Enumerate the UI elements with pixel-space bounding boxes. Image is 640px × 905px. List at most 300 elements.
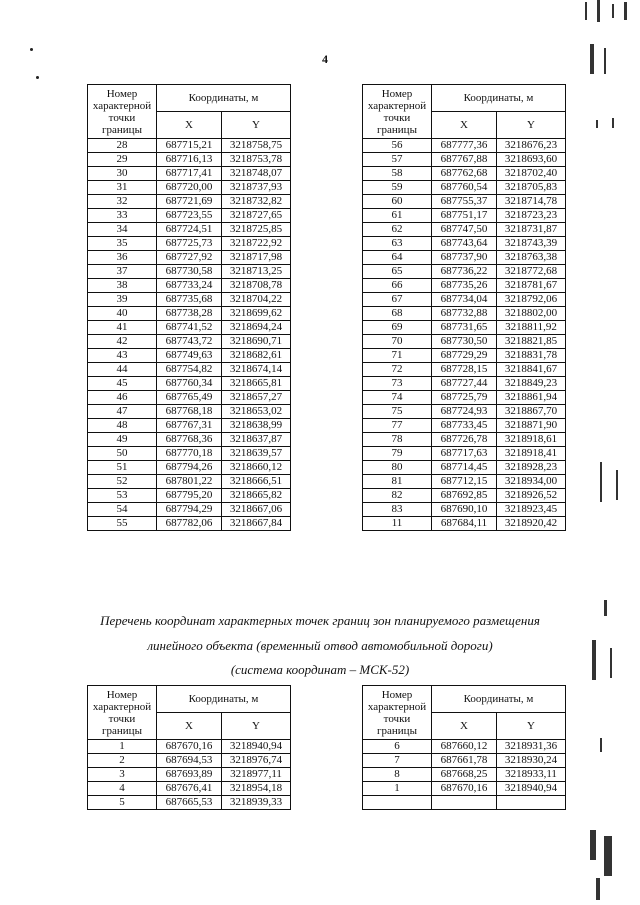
table-row xyxy=(88,167,291,181)
point-number-cell: 45 xyxy=(88,377,157,391)
y-coordinate-cell: 3218920,42 xyxy=(497,517,566,531)
x-coordinate-cell: 687795,20 xyxy=(157,489,222,503)
point-number-cell: 34 xyxy=(88,223,157,237)
scan-dot xyxy=(30,48,33,51)
table-row xyxy=(363,740,566,754)
table-row xyxy=(88,181,291,195)
y-coordinate-cell: 3218977,11 xyxy=(222,768,291,782)
point-number-cell: 57 xyxy=(363,153,432,167)
table-row xyxy=(363,335,566,349)
point-number-cell: 74 xyxy=(363,391,432,405)
y-coordinate-cell: 3218918,61 xyxy=(497,433,566,447)
point-number-cell: 30 xyxy=(88,167,157,181)
table-row xyxy=(88,489,291,503)
point-number-cell: 64 xyxy=(363,251,432,265)
y-coordinate-cell: 3218702,40 xyxy=(497,167,566,181)
y-coordinate-cell: 3218708,78 xyxy=(222,279,291,293)
point-number-cell: 7 xyxy=(363,754,432,768)
header-coords: Координаты, м xyxy=(157,686,291,713)
table-row xyxy=(88,740,291,754)
y-coordinate-cell: 3218772,68 xyxy=(497,265,566,279)
y-coordinate-cell: 3218871,90 xyxy=(497,419,566,433)
table-row xyxy=(88,307,291,321)
coords-table-2 xyxy=(362,84,566,531)
header-point: Номер характерной точки границы xyxy=(363,85,432,139)
table-row xyxy=(88,405,291,419)
table-row xyxy=(363,754,566,768)
y-coordinate-cell: 3218699,62 xyxy=(222,307,291,321)
header-coords: Координаты, м xyxy=(432,686,566,713)
scan-artifact xyxy=(585,2,587,20)
scan-artifact xyxy=(610,648,612,678)
table-row xyxy=(88,391,291,405)
scan-artifact xyxy=(600,738,602,752)
y-coordinate-cell: 3218926,52 xyxy=(497,489,566,503)
point-number-cell: 1 xyxy=(88,740,157,754)
table-row xyxy=(363,307,566,321)
y-coordinate-cell: 3218954,18 xyxy=(222,782,291,796)
y-coordinate-cell: 3218732,82 xyxy=(222,195,291,209)
header-coords: Координаты, м xyxy=(157,85,291,112)
point-number-cell: 82 xyxy=(363,489,432,503)
x-coordinate-cell: 687676,41 xyxy=(157,782,222,796)
y-coordinate-cell: 3218930,24 xyxy=(497,754,566,768)
table-row xyxy=(88,251,291,265)
point-number-cell: 32 xyxy=(88,195,157,209)
table-row xyxy=(363,391,566,405)
y-coordinate-cell: 3218727,65 xyxy=(222,209,291,223)
scan-artifact xyxy=(624,2,627,20)
header-point: Номер характерной точки границы xyxy=(88,85,157,139)
point-number-cell: 65 xyxy=(363,265,432,279)
x-coordinate-cell: 687725,73 xyxy=(157,237,222,251)
point-number-cell: 61 xyxy=(363,209,432,223)
point-number-cell: 66 xyxy=(363,279,432,293)
x-coordinate-cell: 687743,64 xyxy=(432,237,497,251)
point-number-cell: 62 xyxy=(363,223,432,237)
table-row xyxy=(88,503,291,517)
scan-artifact xyxy=(597,0,600,22)
scan-artifact xyxy=(600,462,602,502)
x-coordinate-cell: 687777,36 xyxy=(432,139,497,153)
y-coordinate-cell: 3218939,33 xyxy=(222,796,291,810)
header-y: Y xyxy=(497,112,566,139)
y-coordinate-cell: 3218867,70 xyxy=(497,405,566,419)
table-2-body xyxy=(363,139,566,531)
table-row xyxy=(88,195,291,209)
point-number-cell: 83 xyxy=(363,503,432,517)
scan-artifact xyxy=(604,48,606,74)
x-coordinate-cell: 687747,50 xyxy=(432,223,497,237)
table-row xyxy=(88,349,291,363)
scan-artifact xyxy=(596,120,598,128)
point-number-cell: 79 xyxy=(363,447,432,461)
y-coordinate-cell: 3218666,51 xyxy=(222,475,291,489)
x-coordinate-cell: 687737,90 xyxy=(432,251,497,265)
y-coordinate-cell: 3218753,78 xyxy=(222,153,291,167)
x-coordinate-cell: 687731,65 xyxy=(432,321,497,335)
coords-table-3 xyxy=(87,685,291,810)
table-row xyxy=(363,447,566,461)
point-number-cell: 1 xyxy=(363,782,432,796)
point-number-cell: 75 xyxy=(363,405,432,419)
point-number-cell: 69 xyxy=(363,321,432,335)
y-coordinate-cell: 3218660,12 xyxy=(222,461,291,475)
header-point: Номер характерной точки границы xyxy=(88,686,157,740)
point-number-cell: 5 xyxy=(88,796,157,810)
scan-artifact xyxy=(596,878,600,900)
table-row xyxy=(363,321,566,335)
x-coordinate-cell: 687723,55 xyxy=(157,209,222,223)
y-coordinate-cell: 3218694,24 xyxy=(222,321,291,335)
point-number-cell: 68 xyxy=(363,307,432,321)
header-x: X xyxy=(157,112,222,139)
header-x: X xyxy=(157,713,222,740)
y-coordinate-cell: 3218725,85 xyxy=(222,223,291,237)
heading-line-1: Перечень координат характерных точек границ зон планируемого размещения xyxy=(100,613,540,628)
x-coordinate-cell: 687732,88 xyxy=(432,307,497,321)
x-coordinate-cell: 687727,44 xyxy=(432,377,497,391)
y-coordinate-cell: 3218667,84 xyxy=(222,517,291,531)
table-row xyxy=(88,768,291,782)
scan-artifact xyxy=(604,600,607,616)
point-number-cell: 4 xyxy=(88,782,157,796)
point-number-cell: 70 xyxy=(363,335,432,349)
scan-artifact xyxy=(590,44,594,74)
y-coordinate-cell: 3218841,67 xyxy=(497,363,566,377)
point-number-cell: 72 xyxy=(363,363,432,377)
x-coordinate-cell xyxy=(432,796,497,810)
scan-artifact xyxy=(612,118,614,128)
table-row xyxy=(363,419,566,433)
table-row xyxy=(363,363,566,377)
table-4-body xyxy=(363,740,566,810)
x-coordinate-cell: 687794,29 xyxy=(157,503,222,517)
point-number-cell: 80 xyxy=(363,461,432,475)
x-coordinate-cell: 687670,16 xyxy=(157,740,222,754)
x-coordinate-cell: 687765,49 xyxy=(157,391,222,405)
table-row xyxy=(88,265,291,279)
coords-table-1 xyxy=(87,84,291,531)
point-number-cell: 47 xyxy=(88,405,157,419)
y-coordinate-cell: 3218704,22 xyxy=(222,293,291,307)
scan-artifact xyxy=(604,836,612,876)
y-coordinate-cell: 3218918,41 xyxy=(497,447,566,461)
y-coordinate-cell: 3218638,99 xyxy=(222,419,291,433)
y-coordinate-cell xyxy=(497,796,566,810)
point-number-cell: 29 xyxy=(88,153,157,167)
x-coordinate-cell: 687690,10 xyxy=(432,503,497,517)
point-number-cell xyxy=(363,796,432,810)
table-row xyxy=(363,768,566,782)
x-coordinate-cell: 687767,88 xyxy=(432,153,497,167)
table-row xyxy=(88,782,291,796)
point-number-cell: 49 xyxy=(88,433,157,447)
point-number-cell: 33 xyxy=(88,209,157,223)
x-coordinate-cell: 687684,11 xyxy=(432,517,497,531)
point-number-cell: 53 xyxy=(88,489,157,503)
header-point: Номер характерной точки границы xyxy=(363,686,432,740)
y-coordinate-cell: 3218763,38 xyxy=(497,251,566,265)
x-coordinate-cell: 687794,26 xyxy=(157,461,222,475)
y-coordinate-cell: 3218849,23 xyxy=(497,377,566,391)
x-coordinate-cell: 687716,13 xyxy=(157,153,222,167)
heading-line-3: (система координат – МСК-52) xyxy=(230,662,410,677)
y-coordinate-cell: 3218714,78 xyxy=(497,195,566,209)
y-coordinate-cell: 3218758,75 xyxy=(222,139,291,153)
table-row xyxy=(363,782,566,796)
x-coordinate-cell: 687730,58 xyxy=(157,265,222,279)
header-y: Y xyxy=(222,713,291,740)
point-number-cell: 38 xyxy=(88,279,157,293)
point-number-cell: 41 xyxy=(88,321,157,335)
x-coordinate-cell: 687733,24 xyxy=(157,279,222,293)
table-row xyxy=(88,209,291,223)
x-coordinate-cell: 687755,37 xyxy=(432,195,497,209)
x-coordinate-cell: 687726,78 xyxy=(432,433,497,447)
y-coordinate-cell: 3218748,07 xyxy=(222,167,291,181)
y-coordinate-cell: 3218674,14 xyxy=(222,363,291,377)
point-number-cell: 50 xyxy=(88,447,157,461)
y-coordinate-cell: 3218713,25 xyxy=(222,265,291,279)
table-row xyxy=(363,139,566,153)
point-number-cell: 36 xyxy=(88,251,157,265)
point-number-cell: 81 xyxy=(363,475,432,489)
point-number-cell: 67 xyxy=(363,293,432,307)
point-number-cell: 48 xyxy=(88,419,157,433)
point-number-cell: 11 xyxy=(363,517,432,531)
y-coordinate-cell: 3218781,67 xyxy=(497,279,566,293)
x-coordinate-cell: 687724,51 xyxy=(157,223,222,237)
table-row xyxy=(88,139,291,153)
x-coordinate-cell: 687729,29 xyxy=(432,349,497,363)
x-coordinate-cell: 687694,53 xyxy=(157,754,222,768)
point-number-cell: 73 xyxy=(363,377,432,391)
table-row xyxy=(363,796,566,810)
page-number: 4 xyxy=(322,52,328,66)
table-row xyxy=(363,265,566,279)
point-number-cell: 51 xyxy=(88,461,157,475)
y-coordinate-cell: 3218665,82 xyxy=(222,489,291,503)
x-coordinate-cell: 687760,54 xyxy=(432,181,497,195)
y-coordinate-cell: 3218931,36 xyxy=(497,740,566,754)
y-coordinate-cell: 3218722,92 xyxy=(222,237,291,251)
x-coordinate-cell: 687767,31 xyxy=(157,419,222,433)
table-row xyxy=(363,279,566,293)
table-row xyxy=(363,237,566,251)
table-row xyxy=(363,405,566,419)
y-coordinate-cell: 3218723,23 xyxy=(497,209,566,223)
x-coordinate-cell: 687768,36 xyxy=(157,433,222,447)
scan-artifact xyxy=(590,830,596,860)
x-coordinate-cell: 687754,82 xyxy=(157,363,222,377)
x-coordinate-cell: 687715,21 xyxy=(157,139,222,153)
header-coords: Координаты, м xyxy=(432,85,566,112)
x-coordinate-cell: 687693,89 xyxy=(157,768,222,782)
y-coordinate-cell: 3218717,98 xyxy=(222,251,291,265)
point-number-cell: 77 xyxy=(363,419,432,433)
point-number-cell: 6 xyxy=(363,740,432,754)
header-x: X xyxy=(432,112,497,139)
point-number-cell: 40 xyxy=(88,307,157,321)
point-number-cell: 28 xyxy=(88,139,157,153)
point-number-cell: 71 xyxy=(363,349,432,363)
x-coordinate-cell: 687724,93 xyxy=(432,405,497,419)
y-coordinate-cell: 3218737,93 xyxy=(222,181,291,195)
x-coordinate-cell: 687735,68 xyxy=(157,293,222,307)
y-coordinate-cell: 3218831,78 xyxy=(497,349,566,363)
x-coordinate-cell: 687733,45 xyxy=(432,419,497,433)
table-row xyxy=(88,321,291,335)
x-coordinate-cell: 687728,15 xyxy=(432,363,497,377)
x-coordinate-cell: 687741,52 xyxy=(157,321,222,335)
point-number-cell: 43 xyxy=(88,349,157,363)
y-coordinate-cell: 3218639,57 xyxy=(222,447,291,461)
table-row xyxy=(88,419,291,433)
y-coordinate-cell: 3218923,45 xyxy=(497,503,566,517)
y-coordinate-cell: 3218657,27 xyxy=(222,391,291,405)
y-coordinate-cell: 3218792,06 xyxy=(497,293,566,307)
x-coordinate-cell: 687770,18 xyxy=(157,447,222,461)
scan-artifact xyxy=(616,470,618,500)
scan-artifact xyxy=(612,4,614,18)
x-coordinate-cell: 687736,22 xyxy=(432,265,497,279)
x-coordinate-cell: 687768,18 xyxy=(157,405,222,419)
x-coordinate-cell: 687712,15 xyxy=(432,475,497,489)
table-row xyxy=(88,335,291,349)
table-row xyxy=(88,475,291,489)
table-row xyxy=(88,223,291,237)
table-row xyxy=(363,475,566,489)
header-y: Y xyxy=(497,713,566,740)
table-row xyxy=(88,433,291,447)
point-number-cell: 39 xyxy=(88,293,157,307)
y-coordinate-cell: 3218667,06 xyxy=(222,503,291,517)
y-coordinate-cell: 3218976,74 xyxy=(222,754,291,768)
x-coordinate-cell: 687661,78 xyxy=(432,754,497,768)
x-coordinate-cell: 687734,04 xyxy=(432,293,497,307)
x-coordinate-cell: 687720,00 xyxy=(157,181,222,195)
table-row xyxy=(363,251,566,265)
table-1-body xyxy=(88,139,291,531)
table-row xyxy=(363,167,566,181)
table-row xyxy=(88,237,291,251)
x-coordinate-cell: 687730,50 xyxy=(432,335,497,349)
x-coordinate-cell: 687743,72 xyxy=(157,335,222,349)
table-row xyxy=(88,377,291,391)
table-row xyxy=(88,461,291,475)
table-row xyxy=(363,377,566,391)
table-row xyxy=(363,153,566,167)
y-coordinate-cell: 3218821,85 xyxy=(497,335,566,349)
point-number-cell: 52 xyxy=(88,475,157,489)
table-row xyxy=(88,363,291,377)
y-coordinate-cell: 3218665,81 xyxy=(222,377,291,391)
x-coordinate-cell: 687762,68 xyxy=(432,167,497,181)
x-coordinate-cell: 687717,63 xyxy=(432,447,497,461)
point-number-cell: 37 xyxy=(88,265,157,279)
x-coordinate-cell: 687660,12 xyxy=(432,740,497,754)
table-row xyxy=(88,796,291,810)
y-coordinate-cell: 3218861,94 xyxy=(497,391,566,405)
y-coordinate-cell: 3218731,87 xyxy=(497,223,566,237)
x-coordinate-cell: 687751,17 xyxy=(432,209,497,223)
y-coordinate-cell: 3218705,83 xyxy=(497,181,566,195)
x-coordinate-cell: 687725,79 xyxy=(432,391,497,405)
point-number-cell: 56 xyxy=(363,139,432,153)
point-number-cell: 54 xyxy=(88,503,157,517)
table-row xyxy=(88,153,291,167)
table-row xyxy=(88,447,291,461)
table-row xyxy=(88,754,291,768)
table-row xyxy=(363,461,566,475)
table-row xyxy=(363,517,566,531)
x-coordinate-cell: 687714,45 xyxy=(432,461,497,475)
table-row xyxy=(363,489,566,503)
y-coordinate-cell: 3218802,00 xyxy=(497,307,566,321)
y-coordinate-cell: 3218693,60 xyxy=(497,153,566,167)
y-coordinate-cell: 3218676,23 xyxy=(497,139,566,153)
x-coordinate-cell: 687738,28 xyxy=(157,307,222,321)
table-row xyxy=(88,517,291,531)
x-coordinate-cell: 687665,53 xyxy=(157,796,222,810)
y-coordinate-cell: 3218940,94 xyxy=(222,740,291,754)
x-coordinate-cell: 687670,16 xyxy=(432,782,497,796)
point-number-cell: 42 xyxy=(88,335,157,349)
point-number-cell: 3 xyxy=(88,768,157,782)
y-coordinate-cell: 3218682,61 xyxy=(222,349,291,363)
y-coordinate-cell: 3218934,00 xyxy=(497,475,566,489)
table-row xyxy=(363,349,566,363)
x-coordinate-cell: 687727,92 xyxy=(157,251,222,265)
point-number-cell: 59 xyxy=(363,181,432,195)
point-number-cell: 2 xyxy=(88,754,157,768)
point-number-cell: 78 xyxy=(363,433,432,447)
x-coordinate-cell: 687721,69 xyxy=(157,195,222,209)
x-coordinate-cell: 687749,63 xyxy=(157,349,222,363)
x-coordinate-cell: 687668,25 xyxy=(432,768,497,782)
scan-artifact xyxy=(592,640,596,680)
heading-line-2: линейного объекта (временный отвод автомобильной дороги) xyxy=(147,638,493,653)
table-row xyxy=(363,181,566,195)
y-coordinate-cell: 3218811,92 xyxy=(497,321,566,335)
point-number-cell: 31 xyxy=(88,181,157,195)
scan-dot xyxy=(36,76,39,79)
point-number-cell: 46 xyxy=(88,391,157,405)
y-coordinate-cell: 3218743,39 xyxy=(497,237,566,251)
point-number-cell: 60 xyxy=(363,195,432,209)
y-coordinate-cell: 3218940,94 xyxy=(497,782,566,796)
point-number-cell: 58 xyxy=(363,167,432,181)
coords-table-4 xyxy=(362,685,566,810)
table-row xyxy=(363,433,566,447)
header-y: Y xyxy=(222,112,291,139)
y-coordinate-cell: 3218637,87 xyxy=(222,433,291,447)
x-coordinate-cell: 687692,85 xyxy=(432,489,497,503)
point-number-cell: 55 xyxy=(88,517,157,531)
x-coordinate-cell: 687801,22 xyxy=(157,475,222,489)
table-row xyxy=(88,279,291,293)
table-3-body xyxy=(88,740,291,810)
table-row xyxy=(363,195,566,209)
point-number-cell: 8 xyxy=(363,768,432,782)
y-coordinate-cell: 3218653,02 xyxy=(222,405,291,419)
y-coordinate-cell: 3218928,23 xyxy=(497,461,566,475)
x-coordinate-cell: 687735,26 xyxy=(432,279,497,293)
y-coordinate-cell: 3218933,11 xyxy=(497,768,566,782)
x-coordinate-cell: 687760,34 xyxy=(157,377,222,391)
x-coordinate-cell: 687782,06 xyxy=(157,517,222,531)
